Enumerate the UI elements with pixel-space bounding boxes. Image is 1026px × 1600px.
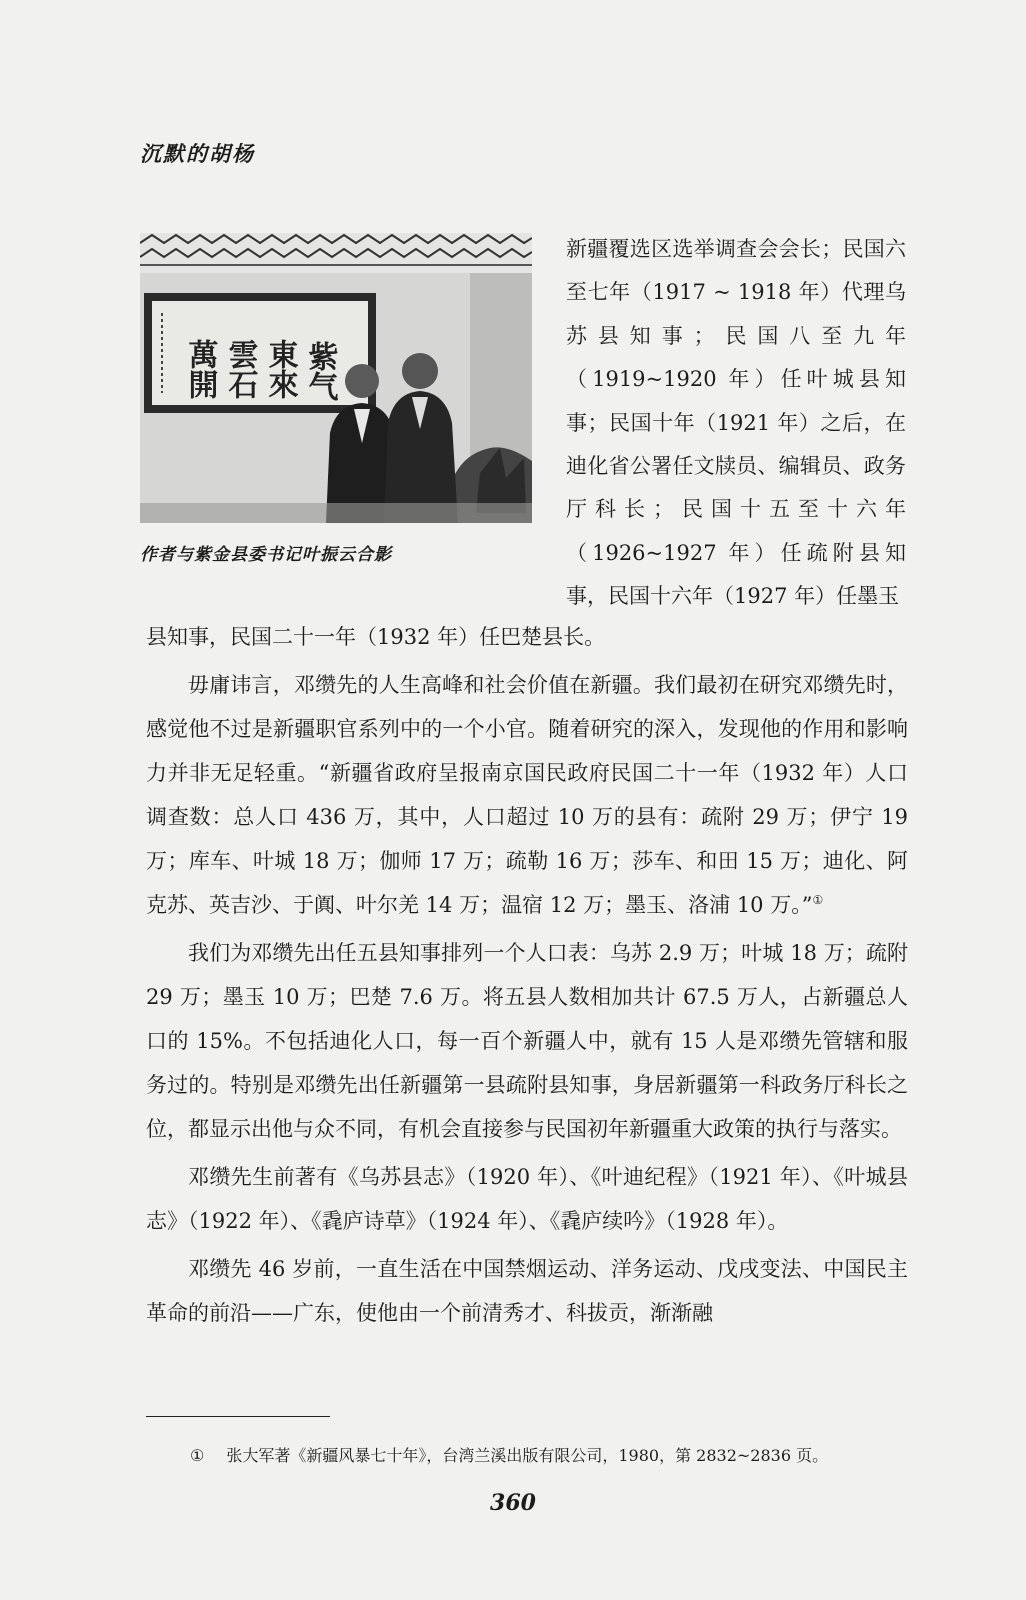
calligraphy-column-1: 紫气 [302, 341, 338, 401]
footnote-mark: ① [190, 1446, 205, 1465]
paragraph-3: 我们为邓缵先出任五县知事排列一个人口表：乌苏 2.9 万；叶城 18 万；疏附 29 万；墨玉 10 万；巴楚 7.6 万。将五县人数相加共计 67.5 万人，占新疆总人口的 15%。不包括迪化人口，每一百个新疆人中，就有 15 人是邓缵先管辖和服务过的。特别是邓缵先出任新疆第一县疏附县知事，身居新疆第一科政务厅科长之位，都显示出他与众不同，有机会直接参与民国初年新疆重大政策的执行与落实。 [146, 941, 908, 1141]
paragraph-1: 县知事，民国二十一年（1932 年）任巴楚县长。 [146, 625, 606, 649]
footnote-reference[interactable]: ① [812, 893, 824, 907]
footnote-text: 张大军著《新疆风暴七十年》，台湾兰溪出版有限公司，1980，第 2832~2836 页。 [226, 1446, 829, 1465]
paragraph-4: 邓缵先生前著有《乌苏县志》（1920 年）、《叶迪纪程》（1921 年）、《叶城县志》（1922 年）、《毳庐诗草》（1924 年）、《毳庐续吟》（1928 年）。 [146, 1165, 908, 1233]
calligraphy-column-2: 東來 [262, 339, 298, 399]
photo-caption: 作者与紫金县委书记叶振云合影 [140, 545, 392, 565]
calligraphy-column-3: 雲石 [222, 339, 258, 399]
running-head: 沉默的胡杨 [140, 141, 255, 166]
photo-author-with-county-secretary [140, 233, 532, 523]
paragraph-5: 邓缵先 46 岁前，一直生活在中国禁烟运动、洋务运动、戊戌变法、中国民主革命的前沿——广东，使他由一个前清秀才、科拔贡，渐渐融 [146, 1257, 908, 1325]
footnote-divider [146, 1416, 330, 1417]
side-paragraph [566, 228, 906, 619]
paragraph-2-text: 毋庸讳言，邓缵先的人生高峰和社会价值在新疆。我们最初在研究邓缵先时，感觉他不过是新疆职官系列中的一个小官。随着研究的深入，发现他的作用和影响力并非无足轻重。“新疆省政府呈报南京国民政府民国二十一年（1932 年）人口调查数：总人口 436 万，其中，人口超过 10 万的县有：疏附 29 万；伊宁 19 万；库车、叶城 18 万；伽师 17 万；疏勒 16 万；莎车、和田 15 万；迪化、阿克苏、英吉沙、于阗、叶尔羌 14 万；温宿 12 万；墨玉、洛浦 10 万。” [146, 673, 908, 917]
body-text [146, 615, 908, 1335]
page-number: 360 [490, 1490, 536, 1516]
calligraphy-column-4: 萬開 [182, 339, 218, 399]
footnote [190, 1443, 910, 1466]
paragraph-2 [146, 663, 908, 927]
side-paragraph-text: 新疆覆选区选举调查会会长；民国六至七年（1917 ~ 1918 年）代理乌苏县知事；民国八至九年（1919~1920 年）任叶城县知事；民国十年（1921 年）之后，在迪化省公署任文牍员、编辑员、政务厅科长；民国十五至十六年（1926~1927 年）任疏附县知事，民国十六年（1927 年）任墨玉 [566, 237, 906, 609]
